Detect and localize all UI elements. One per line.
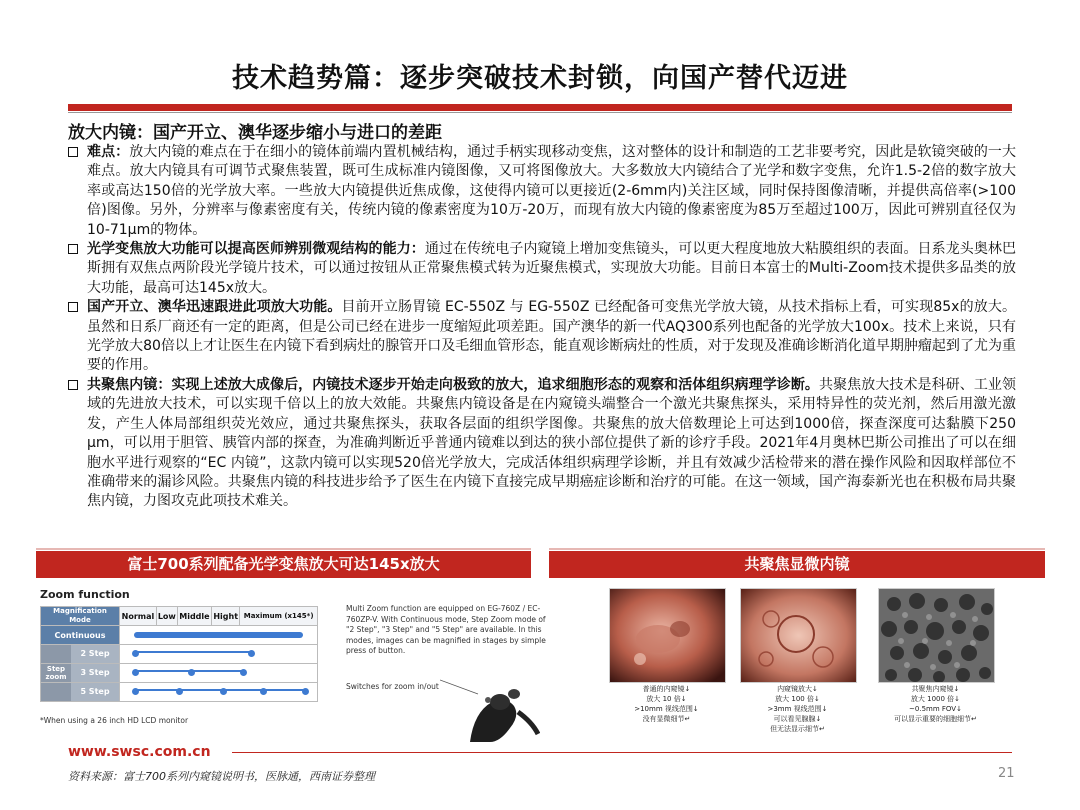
checkbox-bullet-icon (68, 244, 78, 254)
body-text (68, 143, 1016, 512)
paragraph-text: 共聚焦放大技术是科研、工业领域的先进放大技术，可以实现千倍以上的放大效能。共聚焦内镜设备是在内窥镜头端整合一个激光共聚焦探头，采用特异性的荧光剂，然后用激光激发，产生人体局部组织荧光效应，通过共聚焦探头，获取各层面的组织学图像。共聚焦的放大倍数理论上可达到1000倍，探查深度可达黏膜下250 μm，可以用于胆管、胰管内部的探查，为准确判断近乎普通内镜难以到达的狭小部位提供了新的诊疗手段。2021年4月奥林巴斯公司推出了可以在细胞水平进行观察的“EC 内镜”，这款内镜可以实现520倍光学放大，完成活体组织病理学诊断，并且有效减少活检带来的潜在操作风险和因取样部位不准确带来的漏诊风险。共聚焦内镜的科技进步给予了医生在内镜下直接完成早期癌症诊断和治疗的可能。在这一领域，国产海泰新光也在积极布局共聚焦内镜，力图攻克此项技术难关。 (87, 376, 1016, 510)
caption-line: 普通的内窥镜↓ (642, 685, 691, 693)
endoscope-handle-illustration (440, 672, 540, 742)
col-maximum: Maximum (x145*) (240, 607, 318, 626)
header-mode: Mode (69, 616, 91, 624)
step-dot (302, 688, 309, 695)
step-label-cell (41, 683, 120, 702)
caption-line: 放大 10 倍↓ (646, 695, 687, 703)
page-number: 21 (998, 766, 1015, 781)
step-zoom-label: Step zoom (41, 664, 71, 682)
step-dot (188, 669, 195, 676)
caption-normal-endoscope (609, 684, 724, 724)
page-title: 技术趋势篇：逐步突破技术封锁，向国产替代迈进 (232, 63, 848, 94)
caption-line: 可以显示重要的细胞细节↵ (894, 715, 977, 723)
paragraph-text: 目前开立肠胃镜 EC-550Z 与 EG-550Z 已经配备可变焦光学放大镜，从技术指标上看，可实现85x的放大。虽然和日系厂商还有一定的距离，但是公司已经在进步一度缩短此项差距。国产澳华的新一代AQ300系列也配备的光学放大100x。技术上来说，只有光学放大80倍以上才让医生在内镜下看到病灶的腺管开口及毛细血管形态，能直观诊断病灶的性质，对于发现及准确诊断消化道早期肿瘤起到了尤为重要的作用。 (87, 299, 1016, 374)
caption-magnifying-endoscope (740, 684, 855, 734)
banner-shadow (36, 548, 531, 550)
normal-endoscope-image (609, 588, 726, 683)
figure-banner-left: 富士700系列配备光学变焦放大可达145x放大 (36, 551, 531, 578)
paragraph-lead: 共聚焦内镜：实现上述放大成像后，内镜技术逐步开始走向极致的放大，追求细胞形态的观察和活体组织病理学诊断。 (87, 376, 819, 393)
continuous-zoom-bar (134, 632, 303, 638)
section-heading: 放大内镜：国产开立、澳华逐步缩小与进口的差距 (68, 123, 442, 143)
step-zoom-spacer (41, 645, 71, 663)
paragraph-domestic (68, 298, 1016, 376)
title-rule-thin (68, 112, 1012, 113)
caption-line: 放大 1000 倍↓ (910, 695, 961, 703)
zoom-switch-label: Switches for zoom in/out (346, 682, 439, 691)
confocal-endoscope-image (878, 588, 995, 683)
caption-line: ~0.5mm FOV↓ (909, 705, 962, 713)
figure-banner-right: 共聚焦显微内镜 (549, 551, 1045, 578)
step-dot (132, 669, 139, 676)
paragraph-confocal (68, 376, 1016, 512)
checkbox-bullet-icon (68, 380, 78, 390)
step-dot (260, 688, 267, 695)
banner-shadow (549, 548, 1045, 550)
zoom-function-title: Zoom function (40, 588, 130, 601)
step-dot (248, 650, 255, 657)
paragraph-optical-zoom (68, 240, 1016, 298)
caption-line: >10mm 视线范围↓ (634, 705, 699, 713)
col-middle: Middle (177, 607, 211, 626)
step2-line (134, 651, 252, 653)
header-magnification: Magnification (53, 607, 107, 615)
row-continuous: Continuous (41, 626, 120, 645)
step3-cell (120, 664, 318, 683)
caption-line: 没有显微细节↵ (642, 715, 691, 723)
source-note: 资料来源：富士700系列内窥镜说明书，医脉通，西南证券整理 (68, 770, 375, 783)
row-2-step: 2 Step (71, 645, 119, 663)
zoom-table-note: *When using a 26 inch HD LCD monitor (40, 716, 189, 725)
caption-line: 放大 100 倍↓ (775, 695, 820, 703)
magnifying-endoscope-image (740, 588, 857, 683)
step2-cell (120, 645, 318, 664)
caption-confocal-endoscope (878, 684, 993, 724)
continuous-bar-cell (120, 626, 318, 645)
row-3-step: 3 Step (71, 664, 119, 682)
footer-rule (232, 752, 1012, 753)
paragraph-difficulty (68, 143, 1016, 240)
row-5-step: 5 Step (71, 683, 119, 701)
col-normal: Normal (120, 607, 157, 626)
paragraph-lead: 难点： (87, 144, 130, 160)
title-rule (68, 104, 1012, 111)
caption-line: 但无法显示细节↵ (770, 725, 825, 733)
zoom-function-table (40, 606, 318, 702)
checkbox-bullet-icon (68, 147, 78, 157)
caption-line: >3mm 视线范围↓ (767, 705, 828, 713)
caption-line: 可以看见腺腺↓ (773, 715, 822, 723)
table-header-cell (41, 607, 120, 626)
paragraph-text: 通过在传统电子内窥镜上增加变焦镜头，可以更大程度地放大粘膜组织的表面。日系龙头奥林巴斯拥有双焦点两阶段光学镜片技术，可以通过按钮从正常聚焦模式转为近聚焦模式，实现放大功能。目前日本富士的Multi-Zoom技术提供多品类的放大功能，最高可达145x放大。 (87, 241, 1017, 296)
paragraph-lead: 光学变焦放大功能可以提高医师辨别微观结构的能力： (87, 241, 425, 258)
step-dot (176, 688, 183, 695)
paragraph-text: 放大内镜的难点在于在细小的镜体前端内置机械结构，通过手柄实现移动变焦，这对整体的设计和制造的工艺非要考究，因此是软镜突破的一大难点。放大内镜具有可调节式聚焦装置，既可生成标准内镜图像，又可将图像放大。大多数放大内镜结合了光学和数字变焦，允许1.5-2倍的数字放大率或高达150倍的光学放大率。一些放大内镜提供近焦成像，这使得内镜可以更接近(2-6mm内)关注区域，同时保持图像清晰，并提供高倍率(>100倍)图像。另外，分辨率与像素密度有关，传统内镜的像素密度为10万-20万，而现有放大内镜的像素密度为85万至超过100万，因此可辨别直径仅为10-71μm的物体。 (87, 144, 1016, 238)
step-label-cell (41, 664, 120, 683)
col-low: Low (156, 607, 177, 626)
checkbox-bullet-icon (68, 302, 78, 312)
caption-line: 共聚焦内窥镜↓ (911, 685, 960, 693)
step-zoom-spacer (41, 683, 71, 701)
step-dot (240, 669, 247, 676)
step-dot (132, 688, 139, 695)
step-label-cell (41, 645, 120, 664)
col-hight: Hight (212, 607, 240, 626)
footer-url[interactable]: www.swsc.com.cn (68, 744, 211, 760)
step-dot (220, 688, 227, 695)
paragraph-lead: 国产开立、澳华迅速跟进此项放大功能。 (87, 299, 342, 316)
zoom-description: Multi Zoom function are equipped on EG-760Z / EC-760ZP-V. With Continuous mode, Step Zoom mode of "2 Step", "3 Step" and "5 Step" are available. In this modes, images can be magnified in stages by simple press of button. (346, 604, 546, 655)
step-dot (132, 650, 139, 657)
step5-cell (120, 683, 318, 702)
caption-line: 内窥镜放大↓ (777, 685, 818, 693)
